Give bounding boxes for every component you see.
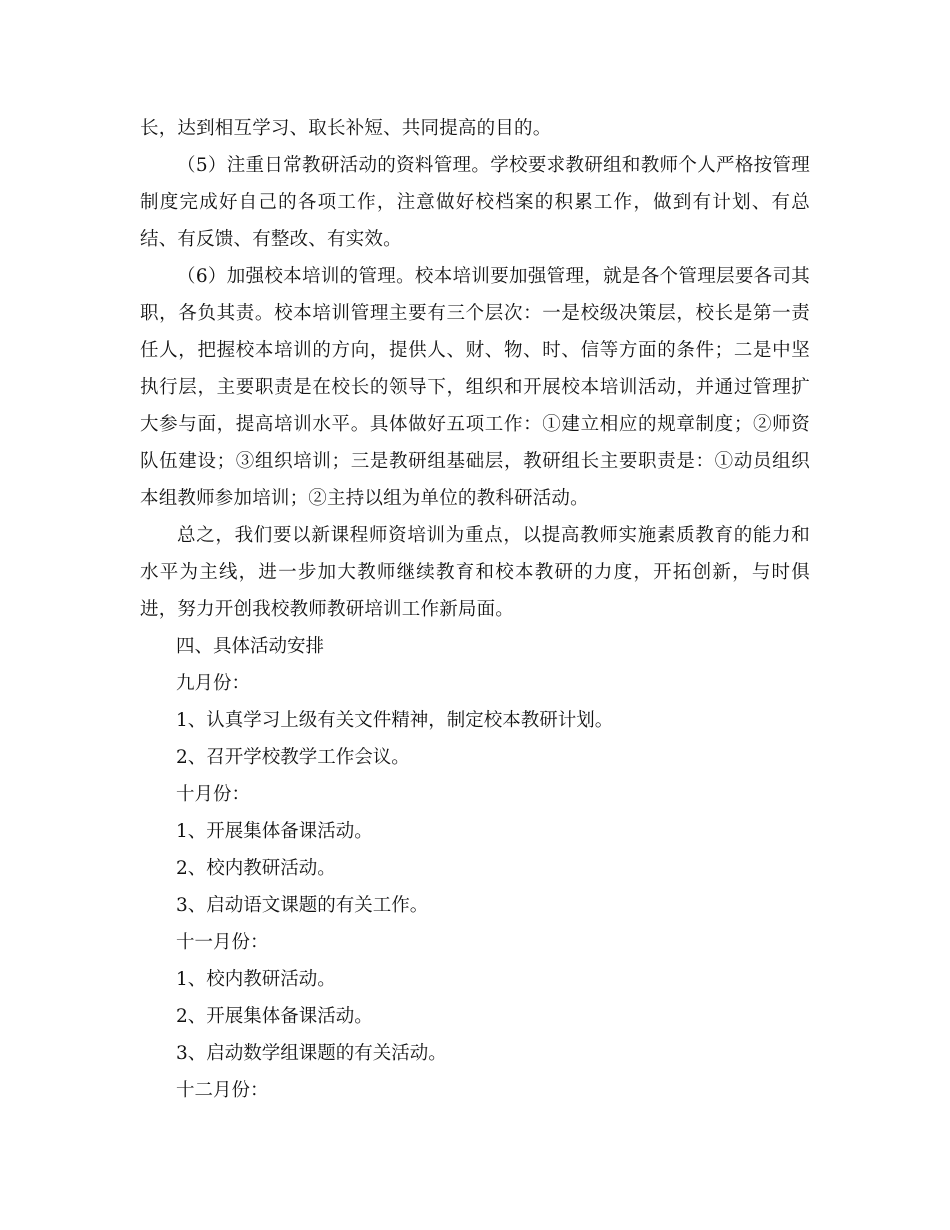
schedule-item: 1、开展集体备课活动。 bbox=[176, 821, 373, 842]
schedule-item: 3、启动数学组课题的有关活动。 bbox=[176, 1043, 447, 1064]
schedule-item: 2、校内教研活动。 bbox=[176, 858, 336, 879]
paragraph-item-5: （5）注重日常教研活动的资料管理。学校要求教研组和教师个人严格按管理制度完成好自己的各项工作，注意做好校档案的积累工作，做到有计划、有总结、有反馈、有整改、有实效。 bbox=[140, 155, 810, 250]
schedule-item: 3、启动语文课题的有关工作。 bbox=[176, 895, 429, 916]
schedule-month-november: 十一月份： bbox=[176, 932, 269, 953]
schedule-month-september: 九月份： bbox=[176, 673, 251, 694]
paragraph-item-6: （6）加强校本培训的管理。校本培训要加强管理，就是各个管理层要各司其职，各负其责。校本培训管理主要有三个层次：一是校级决策层，校长是第一责任人，把握校本培训的方向，提供人、财、物、时、信等方面的条件；二是中坚执行层，主要职责是在校长的领导下，组织和开展校本培训活动，并通过管理扩大参与面，提高培训水平。具体做好五项工作：①建立相应的规章制度；②师资队伍建设；③组织培训；三是教研组基础层，教研组长主要职责是：①动员组织本组教师参加培训；②主持以组为单位的教科研活动。 bbox=[140, 266, 810, 509]
schedule-item: 2、召开学校教学工作会议。 bbox=[176, 747, 410, 768]
schedule-month-october: 十月份： bbox=[176, 784, 251, 805]
section-heading: 四、具体活动安排 bbox=[176, 636, 325, 657]
schedule-item: 2、开展集体备课活动。 bbox=[176, 1006, 373, 1027]
paragraph-continuation: 长，达到相互学习、取长补短、共同提高的目的。 bbox=[140, 118, 552, 139]
schedule-month-december: 十二月份： bbox=[176, 1080, 269, 1101]
paragraph-summary: 总之，我们要以新课程师资培训为重点，以提高教师实施素质教育的能力和水平为主线，进一步加大教师继续教育和校本教研的力度，开拓创新，与时俱进，努力开创我校教师教研培训工作新局面。 bbox=[140, 525, 810, 620]
schedule-item: 1、认真学习上级有关文件精神，制定校本教研计划。 bbox=[176, 710, 614, 731]
schedule-item: 1、校内教研活动。 bbox=[176, 969, 336, 990]
